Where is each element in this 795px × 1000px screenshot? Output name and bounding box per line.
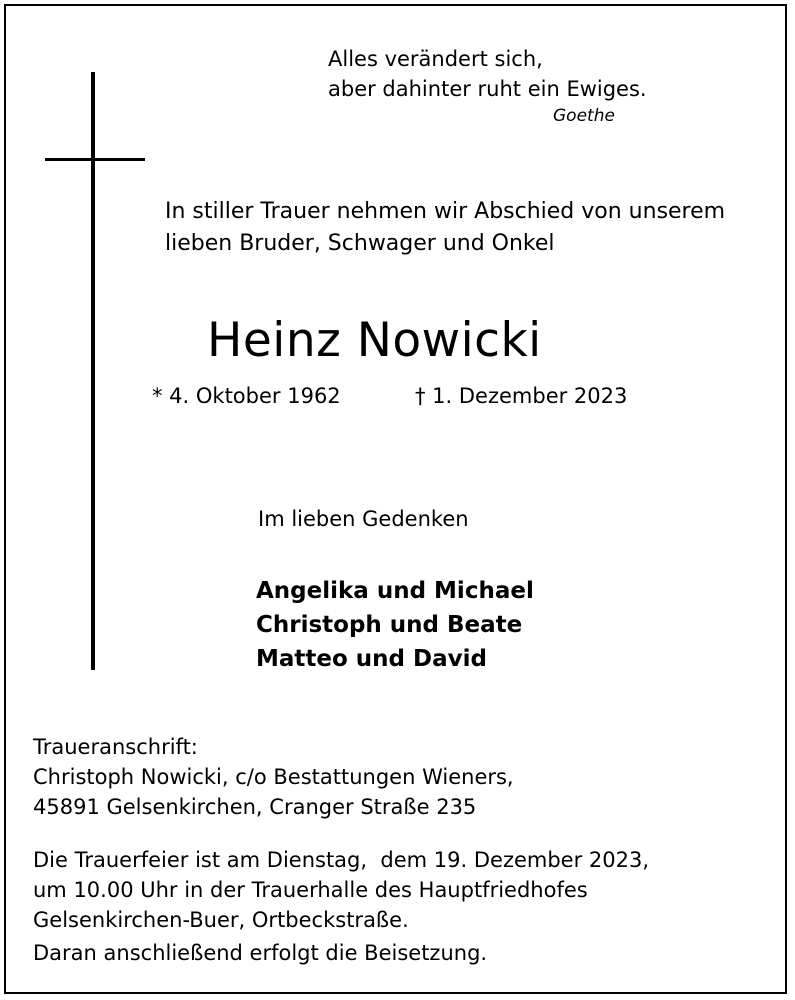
address-line-1: Christoph Nowicki, c/o Bestattungen Wieners,: [33, 765, 514, 789]
ceremony-line-1: Die Trauerfeier ist am Dienstag, dem 19. Dezember 2023,: [33, 848, 650, 872]
birth-date: * 4. Oktober 1962: [152, 384, 341, 408]
quote-line-1: Alles verändert sich,: [328, 47, 543, 71]
intro-line-1: In stiller Trauer nehmen wir Abschied von unserem: [165, 199, 726, 224]
family-member: Angelika und Michael: [256, 578, 534, 604]
mourning-address: [33, 732, 514, 822]
intro-line-2: lieben Bruder, Schwager und Onkel: [165, 231, 555, 256]
cross-horizontal-bar: [45, 158, 145, 161]
intro-text: [165, 196, 725, 260]
memory-line: Im lieben Gedenken: [258, 507, 469, 531]
quote-author: Goethe: [553, 106, 615, 126]
ceremony-info: [33, 845, 649, 935]
death-date: † 1. Dezember 2023: [415, 384, 628, 408]
ceremony-line-2: um 10.00 Uhr in der Trauerhalle des Hauptfriedhofes: [33, 878, 588, 902]
family-member: Matteo und David: [256, 646, 487, 672]
quote: [328, 44, 647, 104]
family-member: Christoph und Beate: [256, 612, 523, 638]
cross-vertical-bar: [91, 72, 95, 670]
deceased-name: Heinz Nowicki: [207, 313, 542, 368]
family-list: [256, 574, 534, 676]
ceremony-line-3: Gelsenkirchen-Buer, Ortbeckstraße.: [33, 908, 409, 932]
address-label: Traueranschrift:: [33, 735, 198, 759]
address-line-2: 45891 Gelsenkirchen, Cranger Straße 235: [33, 795, 477, 819]
quote-line-2: aber dahinter ruht ein Ewiges.: [328, 77, 647, 101]
burial-info: Daran anschließend erfolgt die Beisetzung.: [33, 941, 488, 965]
